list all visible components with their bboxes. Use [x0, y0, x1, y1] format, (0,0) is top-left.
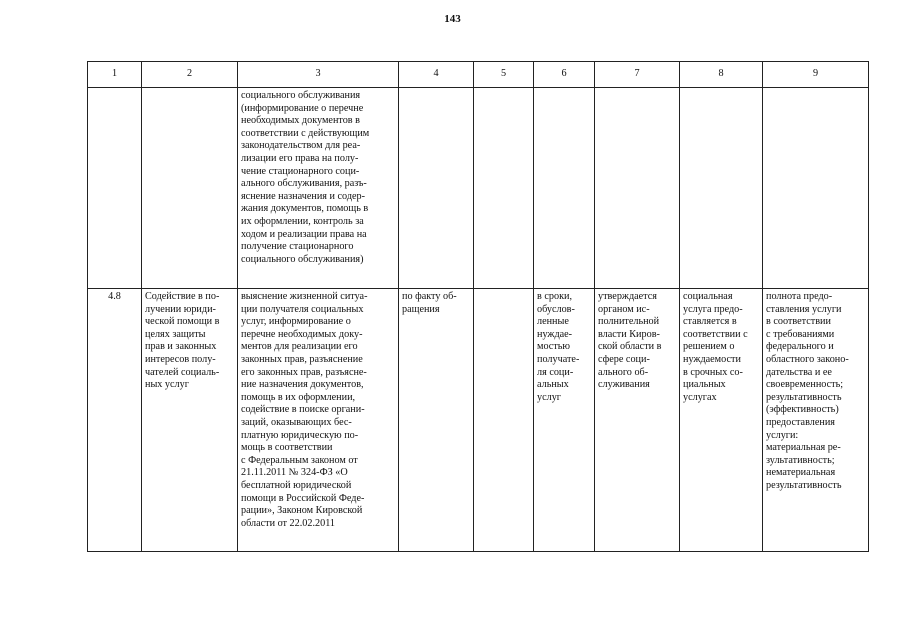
cell-col7: утверждается органом ис- полнительной власти Киров- ской области в сфере соци- ального об- служивания — [595, 289, 680, 552]
column-header: 6 — [534, 62, 595, 88]
column-header: 8 — [680, 62, 763, 88]
column-header: 5 — [474, 62, 534, 88]
column-header: 4 — [399, 62, 474, 88]
table-row — [88, 88, 869, 289]
cell-service-name: Содействие в по- лучении юриди- ческой помощи в целях защиты прав и законных интересов полу- чателей социаль- ных услуг — [142, 289, 238, 552]
cell-service-description: социального обслуживания (информирование о перечне необходимых документов в соответствии с действующим законодательством для реа- лизации его права на полу- чение стационарного соци- ального обслуживания, разъ- яснение назначения и содер- жания документов, помощь в их оформлении, контроль за ходом и реализации права на получение стационарного социального обслуживания) — [238, 88, 399, 289]
cell-col8: социальная услуга предо- ставляется в соответствии с решением о нуждаемости в срочных со- циальных услугах — [680, 289, 763, 552]
header-row — [88, 62, 869, 88]
cell-service-description: выяснение жизненной ситуа- ции получателя социальных услуг, информирование о перечне необходимых доку- ментов для реализации его законных прав, разъяснение его законных прав, разъясне- ние назначения документов, помощь в их оформлении, содействие в поиске органи- заций, оказывающих бес- платную юридическую по- мощь в соответствии с Федеральным законом от 21.11.2011 № 324-ФЗ «О бесплатной юридической помощи в Российской Феде- рации», Законом Кировской области от 22.02.2011 — [238, 289, 399, 552]
cell-col7 — [595, 88, 680, 289]
cell-col5 — [474, 88, 534, 289]
cell-number: 4.8 — [88, 289, 142, 552]
column-header: 7 — [595, 62, 680, 88]
column-header: 2 — [142, 62, 238, 88]
cell-col6: в сроки, обуслов- ленные нуждае- мостью получате- ля соци- альных услуг — [534, 289, 595, 552]
cell-col9: полнота предо- ставления услуги в соответствии с требованиями федерального и областного законо- дательства и ее своевременность; результативность (эффективность) предоставления услуги: материальная ре- зультативность; нематериальная результативность — [763, 289, 869, 552]
cell-col4 — [399, 88, 474, 289]
column-header: 3 — [238, 62, 399, 88]
column-header: 1 — [88, 62, 142, 88]
cell-number — [88, 88, 142, 289]
cell-service-name — [142, 88, 238, 289]
cell-col5 — [474, 289, 534, 552]
column-header: 9 — [763, 62, 869, 88]
services-table — [87, 61, 869, 552]
page-number: 143 — [444, 13, 461, 25]
table-row — [88, 289, 869, 552]
cell-col9 — [763, 88, 869, 289]
cell-col8 — [680, 88, 763, 289]
cell-col4: по факту об- ращения — [399, 289, 474, 552]
cell-col6 — [534, 88, 595, 289]
